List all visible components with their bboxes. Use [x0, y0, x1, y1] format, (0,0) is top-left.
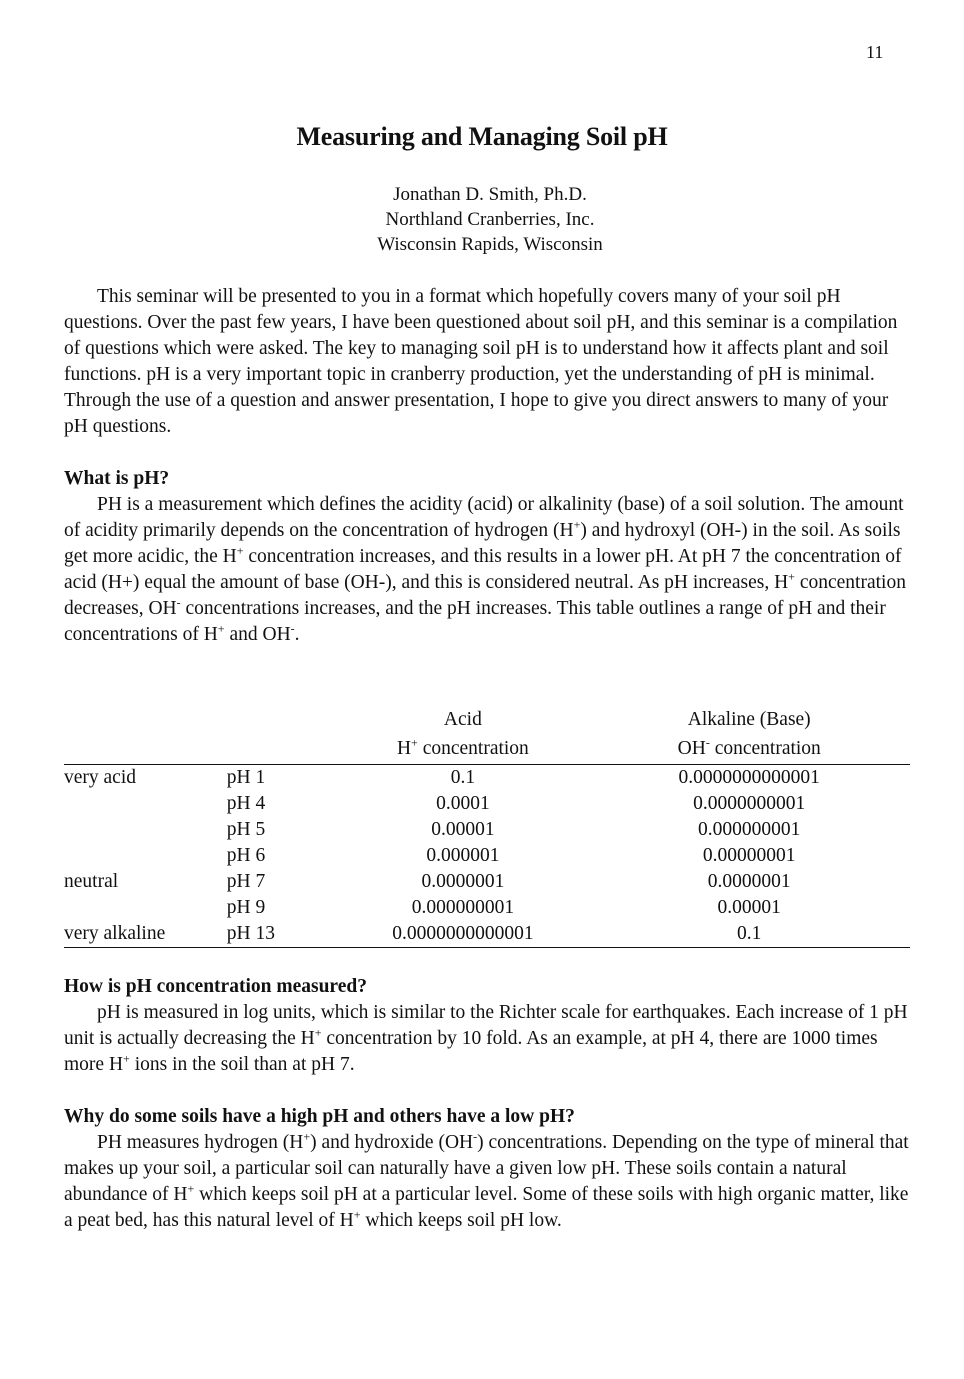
row-h: 0.0000001 [421, 871, 505, 892]
row-label [64, 843, 227, 869]
author-location: Wisconsin Rapids, Wisconsin [377, 234, 603, 255]
row-oh: 0.00000001 [702, 845, 796, 866]
row-ph: pH 13 [227, 921, 338, 948]
table-row [64, 921, 910, 948]
section-paragraph: pH is measured in log units, which is similar to the Richter scale for earthquakes. Each increase of 1 pH unit is actually decreasing the H+ concentration by 10 fold. As an example, at pH 4, there are 1000 times more H+ ions in the soil than at pH 7. [64, 1002, 908, 1075]
row-ph: pH 1 [226, 767, 266, 788]
section-high-low-ph [64, 1104, 910, 1234]
intro-paragraph: This seminar will be presented to you in a format which hopefully covers many of your soil pH questions. Over the past few years, I have been questioned about soil pH, and this seminar is a compilation of questions which were asked. The key to managing soil pH is to understand how it affects plant and soil functions. pH is a very important topic in cranberry production, yet the understanding of pH is minimal. Through the use of a question and answer presentation, I hope to give you direct answers to many of your pH questions. [64, 286, 898, 437]
row-label [64, 817, 227, 843]
row-h: 0.1 [450, 767, 476, 788]
header-h-concentration: H+ concentration [337, 734, 588, 765]
section-heading: Why do some soils have a high pH and others have a low pH? [64, 1106, 575, 1127]
row-oh: 0.00001 [717, 897, 781, 918]
table-row [64, 817, 910, 843]
row-label: neutral [64, 871, 119, 892]
row-label: very alkaline [64, 921, 227, 948]
row-h: 0.000001 [426, 845, 500, 866]
table-row [64, 895, 910, 921]
page-number: 11 [866, 42, 884, 62]
row-oh: 0.000000001 [698, 819, 801, 840]
row-ph: pH 6 [226, 845, 266, 866]
row-ph: pH 7 [226, 871, 266, 892]
row-h: 0.0000000000001 [337, 921, 588, 948]
author-block [0, 182, 964, 257]
section-heading: What is pH? [64, 468, 170, 489]
author-name: Jonathan D. Smith, Ph.D. [393, 184, 587, 205]
ph-table [64, 705, 910, 948]
table-row [64, 791, 910, 817]
row-label [64, 895, 227, 921]
row-label [64, 791, 227, 817]
table-row [64, 765, 910, 792]
intro-section [64, 284, 910, 440]
row-oh: 0.0000001 [707, 871, 791, 892]
header-acid: Acid [443, 709, 482, 730]
header-alkaline: Alkaline (Base) [687, 709, 811, 730]
section-what-is-ph [64, 466, 910, 648]
row-h: 0.00001 [431, 819, 495, 840]
row-ph: pH 9 [226, 897, 266, 918]
row-oh: 0.1 [588, 921, 910, 948]
section-paragraph: PH is a measurement which defines the acidity (acid) or alkalinity (base) of a soil solution. The amount of acidity primarily depends on the concentration of hydrogen (H+) and hydroxyl (OH-) in the soil. As soils get more acidic, the H+ concentration increases, and this results in a lower pH. At pH 7 the concentration of acid (H+) equal the amount of base (OH-), and this is considered neutral. As pH increases, H+ concentration decreases, OH- concentrations increases, and the pH increases. This table outlines a range of pH and their concentrations of H+ and OH-. [64, 494, 906, 645]
section-how-measured [64, 974, 910, 1078]
row-label: very acid [64, 767, 137, 788]
author-org: Northland Cranberries, Inc. [385, 209, 595, 230]
table-header-row [64, 734, 910, 765]
row-h: 0.000000001 [411, 897, 515, 918]
header-oh-concentration: OH- concentration [588, 734, 910, 765]
table-header-row [64, 705, 910, 734]
row-ph: pH 4 [226, 793, 266, 814]
page-title: Measuring and Managing Soil pH [296, 122, 668, 151]
row-oh: 0.0000000000001 [678, 767, 820, 788]
section-paragraph: PH measures hydrogen (H+) and hydroxide (OH-) concentrations. Depending on the type of mineral that makes up your soil, a particular soil can naturally have a given low pH. These soils contain a natural abundance of H+ which keeps soil pH at a particular level. Some of these soils with high organic matter, like a peat bed, has this natural level of H+ which keeps soil pH low. [64, 1129, 909, 1231]
row-ph: pH 5 [226, 819, 266, 840]
row-h: 0.0001 [436, 793, 490, 814]
table-row [64, 869, 910, 895]
row-oh: 0.0000000001 [693, 793, 806, 814]
table-row [64, 843, 910, 869]
section-heading: How is pH concentration measured? [64, 976, 367, 997]
